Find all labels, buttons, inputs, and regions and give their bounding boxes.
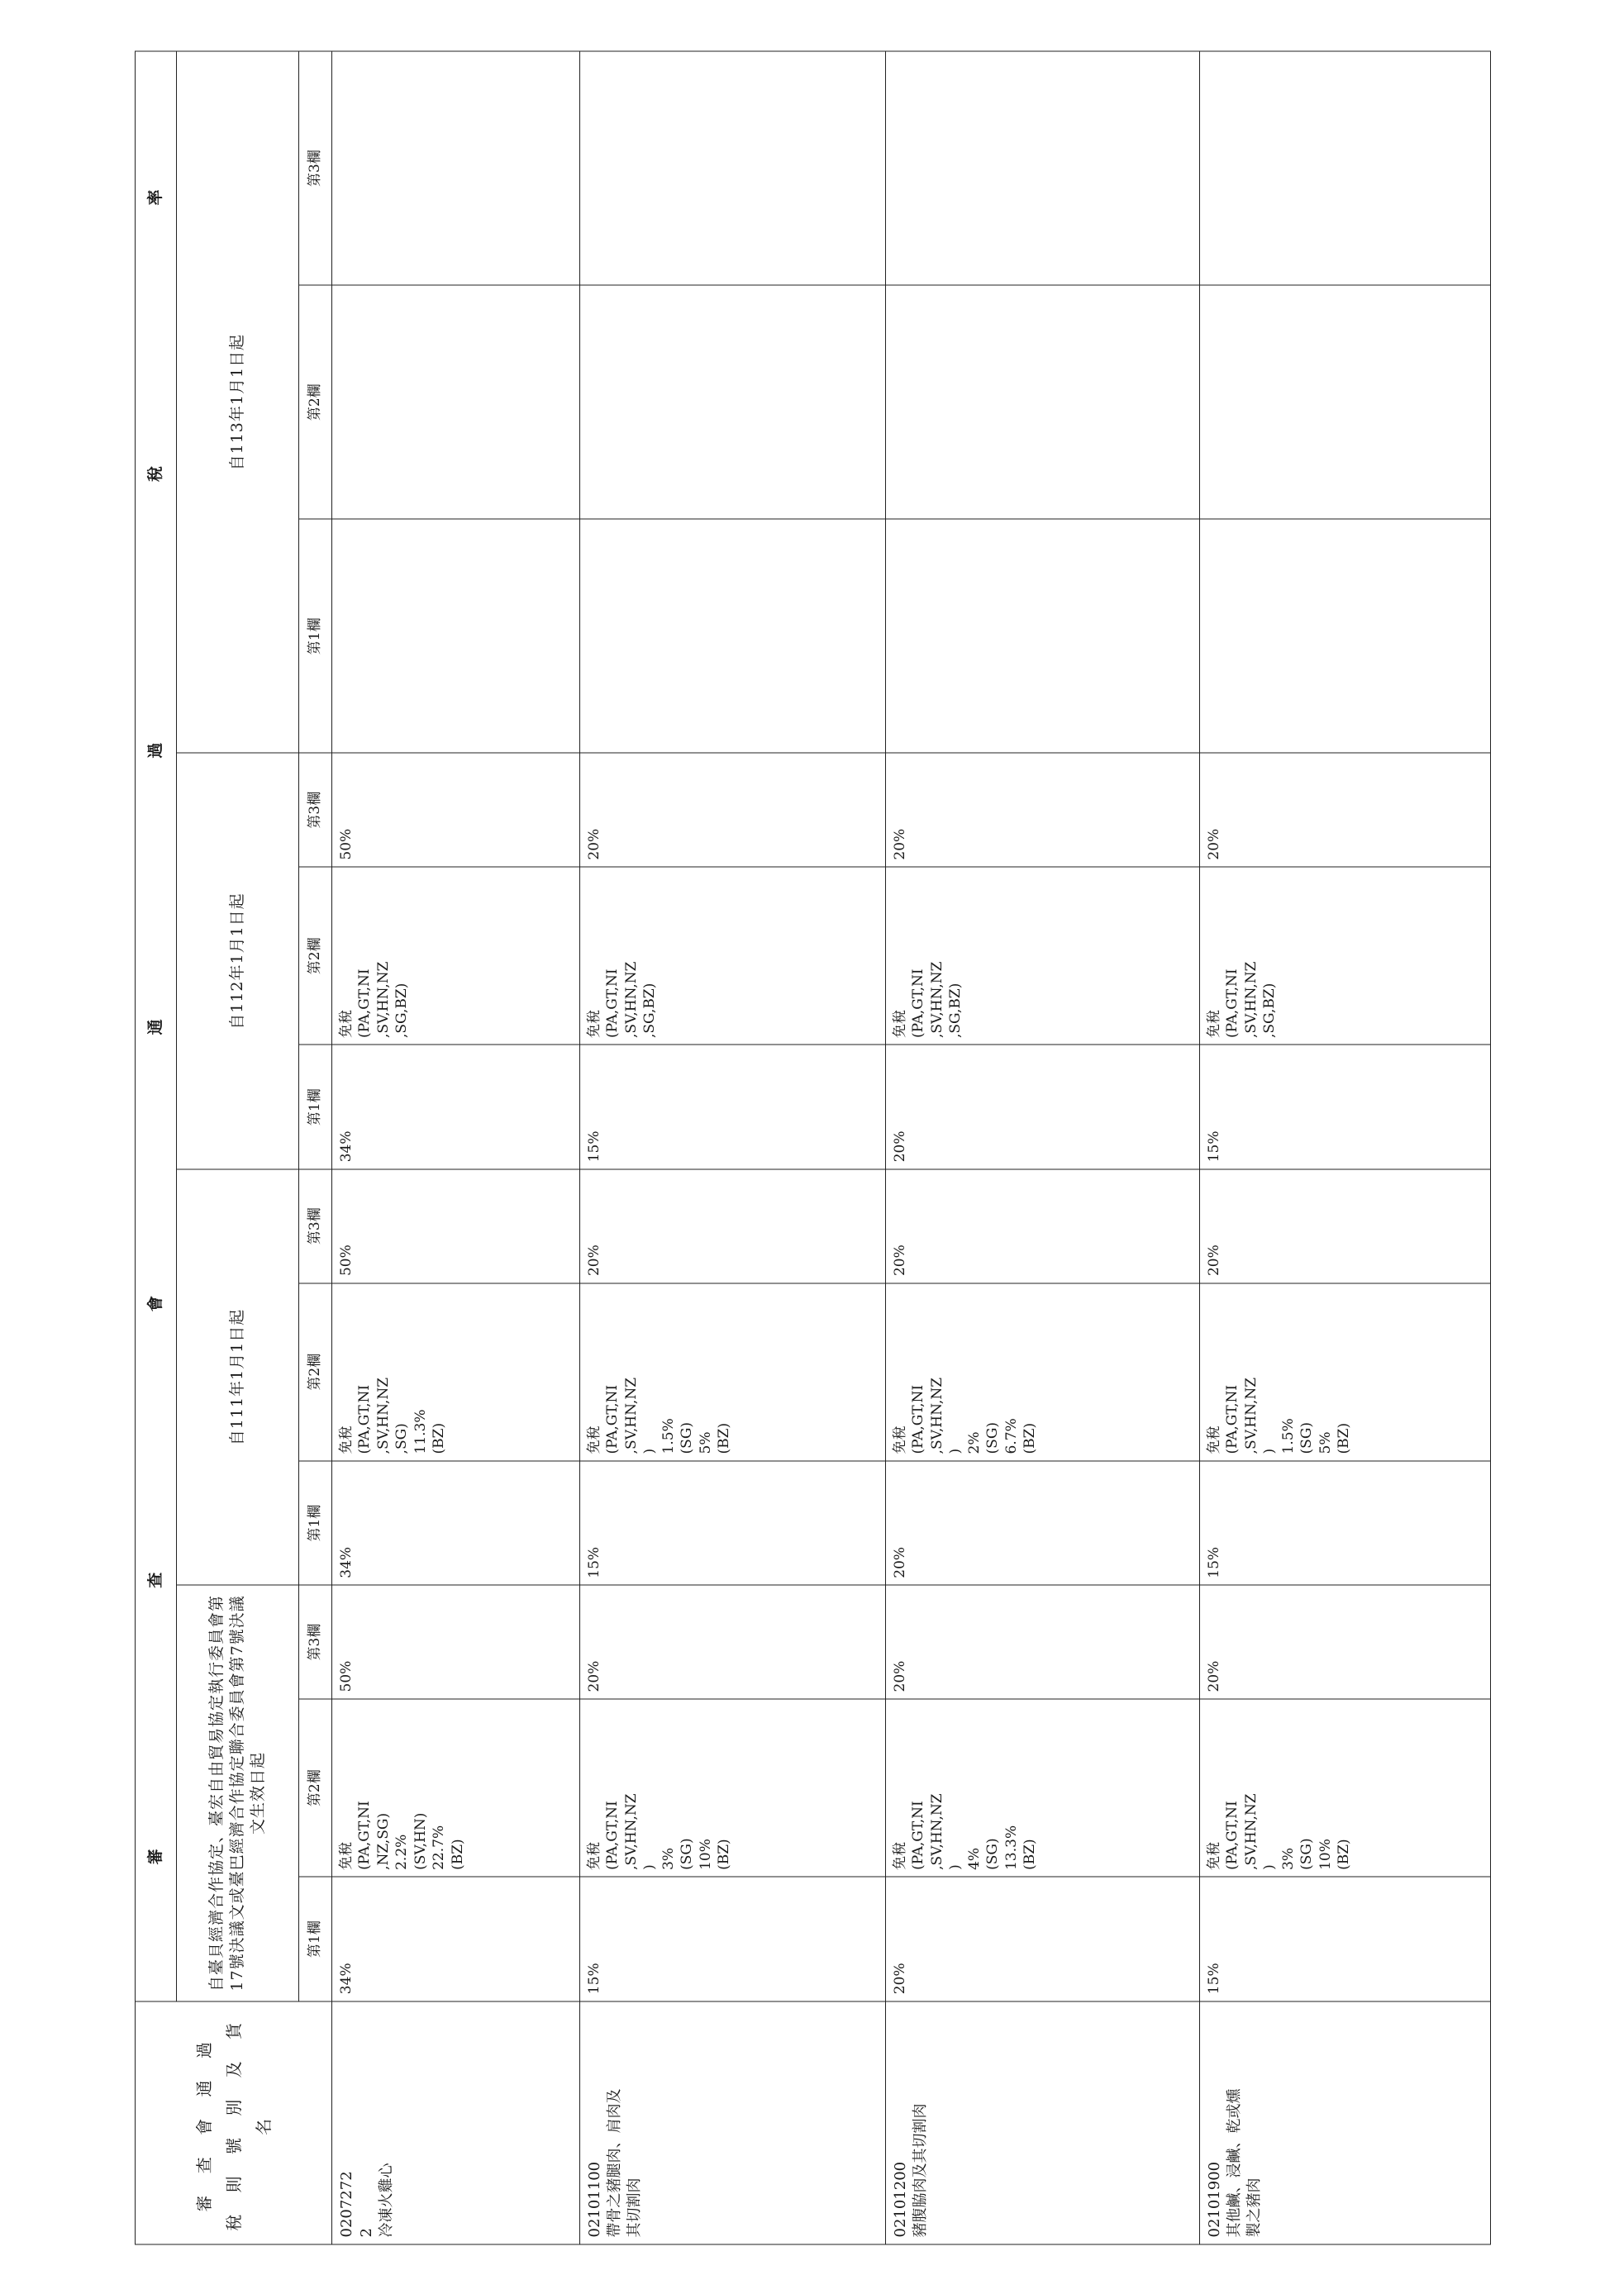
column-label: 第3欄 — [299, 51, 332, 285]
period-header: 自臺貝經濟合作協定、臺宏自由貿易協定執行委員會第17號決議文或臺巴經濟合作協定聯合委員會第7號決議文生效日起 — [177, 1585, 299, 2001]
rate-cell — [1200, 285, 1491, 519]
rate-cell: 20% — [886, 1169, 1200, 1283]
goods-description: 其他鹹、浸鹹、乾或燻 製之豬肉 — [1225, 2088, 1263, 2238]
rate-cell: 20% — [580, 1585, 886, 1699]
period-row — [177, 51, 299, 2244]
rate-cell: 免稅 (PA,GT,NI ,SV,HN,NZ ) 3% (SG) 10% (BZ) — [1200, 1699, 1491, 1877]
rate-cell: 免稅 (PA,GT,NI ,SV,HN,NZ ) 3% (SG) 10% (BZ) — [580, 1699, 886, 1877]
table-row — [886, 51, 1200, 2244]
tariff-code: 02101100 — [586, 2161, 603, 2238]
rate-cell — [1200, 519, 1491, 753]
column-label: 第1欄 — [299, 519, 332, 753]
rate-cell: 20% — [886, 1877, 1200, 2001]
rate-cell: 免稅 (PA,GT,NI ,SV,HN,NZ ,SG,BZ) — [886, 867, 1200, 1045]
rate-cell: 20% — [1200, 1585, 1491, 1699]
column-label: 第2欄 — [299, 285, 332, 519]
rate-cell — [332, 519, 580, 753]
rate-cell: 15% — [580, 1045, 886, 1169]
goods-description: 帶骨之豬腿肉、肩肉及 其切割肉 — [605, 2088, 643, 2238]
banner-char: 審 — [145, 1847, 164, 1865]
rate-cell: 15% — [580, 1461, 886, 1585]
rate-cell — [580, 51, 886, 285]
rate-cell: 免稅 (PA,GT,NI ,SV,HN,NZ ,SG,BZ) — [1200, 867, 1491, 1045]
item-cell — [332, 2001, 580, 2244]
rate-cell: 免稅 (PA,GT,NI ,SV,HN,NZ ) 1.5% (SG) 5% (BZ) — [1200, 1283, 1491, 1461]
rate-cell: 34% — [332, 1045, 580, 1169]
column-label: 第1欄 — [299, 1877, 332, 2001]
column-label: 第3欄 — [299, 753, 332, 867]
rate-cell: 20% — [1200, 753, 1491, 867]
rate-cell: 15% — [1200, 1877, 1491, 2001]
rate-cell: 免稅 (PA,GT,NI ,SV,HN,NZ ) 4% (SG) 13.3% (BZ) — [886, 1699, 1200, 1877]
banner-char: 稅 — [145, 464, 164, 483]
tariff-table — [135, 51, 1491, 2245]
rate-cell — [1200, 51, 1491, 285]
rate-cell: 免稅 (PA,GT,NI ,SV,HN,NZ ,SG,BZ) — [332, 867, 580, 1045]
rate-cell: 50% — [332, 753, 580, 867]
rate-cell: 20% — [886, 1045, 1200, 1169]
rate-cell — [332, 51, 580, 285]
column-label: 第3欄 — [299, 1169, 332, 1283]
period-header: 自111年1月1日起 — [177, 1169, 299, 1585]
tariff-code: 0207272 2 — [338, 2171, 375, 2238]
column-label: 第3欄 — [299, 1585, 332, 1699]
banner-char: 查 — [145, 1570, 164, 1588]
rate-cell: 15% — [580, 1877, 886, 2001]
rate-cell: 免稅 (PA,GT,NI ,SV,HN,NZ ) 1.5% (SG) 5% (BZ) — [580, 1283, 886, 1461]
rate-cell — [886, 519, 1200, 753]
period-header: 自113年1月1日起 — [177, 51, 299, 753]
banner-row — [136, 51, 177, 2244]
rate-cell: 20% — [580, 753, 886, 867]
rotated-table-container — [135, 51, 1490, 2245]
goods-description: 豬腹脇肉及其切割肉 — [911, 2103, 929, 2238]
table-row — [1200, 51, 1491, 2244]
item-header-line2: 稅 則 號 別 及 貨 名 — [223, 2014, 274, 2231]
item-header-cell — [136, 2001, 332, 2244]
rate-cell: 20% — [886, 1585, 1200, 1699]
column-label: 第1欄 — [299, 1045, 332, 1169]
rate-cell: 免稅 (PA,GT,NI ,SV,HN,NZ ,SG,BZ) — [580, 867, 886, 1045]
banner-char: 通 — [145, 1017, 164, 1035]
rate-cell — [580, 285, 886, 519]
rate-cell: 15% — [1200, 1461, 1491, 1585]
rate-cell: 50% — [332, 1169, 580, 1283]
rate-cell: 34% — [332, 1461, 580, 1585]
rate-cell: 免稅 (PA,GT,NI ,SV,HN,NZ ) 2% (SG) 6.7% (BZ) — [886, 1283, 1200, 1461]
rate-cell: 50% — [332, 1585, 580, 1699]
item-header-line1: 審 查 會 通 過 — [193, 2034, 214, 2212]
rate-cell — [886, 51, 1200, 285]
column-label: 第2欄 — [299, 867, 332, 1045]
rate-cell: 免稅 (PA,GT,NI ,NZ,SG) 2.2% (SV,HN) 22.7% (BZ) — [332, 1699, 580, 1877]
rate-cell: 20% — [886, 1461, 1200, 1585]
rate-cell — [580, 519, 886, 753]
rate-cell — [332, 285, 580, 519]
column-label: 第1欄 — [299, 1461, 332, 1585]
column-label: 第2欄 — [299, 1283, 332, 1461]
banner-char: 率 — [145, 188, 164, 206]
rate-cell: 34% — [332, 1877, 580, 2001]
tariff-code: 02101200 — [892, 2161, 909, 2238]
goods-description: 冷凍火雞心 — [377, 2163, 395, 2238]
rate-cell: 20% — [580, 1169, 886, 1283]
rate-cell: 免稅 (PA,GT,NI ,SV,HN,NZ ,SG) 11.3% (BZ) — [332, 1283, 580, 1461]
rate-cell: 20% — [886, 753, 1200, 867]
rate-cell: 20% — [1200, 1169, 1491, 1283]
column-label-row — [299, 51, 332, 2244]
tariff-banner — [136, 51, 177, 2001]
column-label: 第2欄 — [299, 1699, 332, 1877]
period-header: 自112年1月1日起 — [177, 753, 299, 1168]
banner-char: 會 — [145, 1294, 164, 1312]
rate-cell: 15% — [1200, 1045, 1491, 1169]
tariff-code: 02101900 — [1206, 2161, 1223, 2238]
item-cell — [580, 2001, 886, 2244]
banner-char: 過 — [145, 740, 164, 759]
table-row — [580, 51, 886, 2244]
item-cell — [886, 2001, 1200, 2244]
table-row — [332, 51, 580, 2244]
item-cell — [1200, 2001, 1491, 2244]
rate-cell — [886, 285, 1200, 519]
